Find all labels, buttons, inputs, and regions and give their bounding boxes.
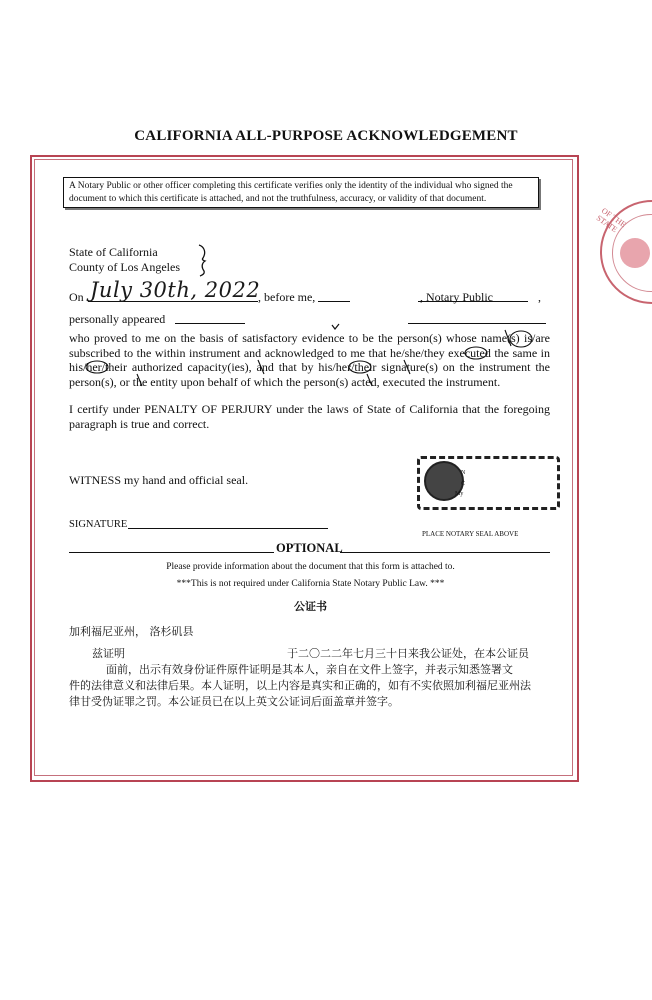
signature-line: [128, 515, 328, 529]
before-me-label: , before me,: [258, 290, 316, 304]
certify-paragraph: I certify under PENALTY OF PERJURY under the laws of State of California that the foregoing paragraph is true and correct.: [69, 402, 550, 431]
optional-heading: OPTIONAL: [276, 541, 343, 555]
state-label: State of California: [69, 245, 158, 259]
seal-mark-my: My: [455, 491, 464, 497]
pen-markings: [60, 320, 560, 395]
before-me-line: [318, 288, 350, 302]
disclaimer-box: A Notary Public or other officer completing this certificate verifies only the identity of the individual who signed the document to which this certificate is attached, and not the truthfulness, accuracy, or validity of that document.: [63, 177, 539, 208]
optional-line-left: [69, 539, 274, 553]
document-title: CALIFORNIA ALL-PURPOSE ACKNOWLEDGEMENT: [134, 128, 518, 144]
trailing-comma: ,: [538, 290, 541, 304]
chinese-line-3: 件的法律意义和法律后果。本人证明，以上内容是真实和正确的，如有不实依照加利福尼亚州法: [69, 679, 531, 692]
notary-public-label: , Notary Public: [420, 290, 493, 304]
chinese-line-2: 面前，出示有效身份证件原件证明是其本人，亲自在文件上签字，并表示知悉签署文: [106, 663, 513, 676]
chinese-heading: 公证书: [294, 600, 327, 613]
chinese-line-1: 于二〇二二年七月三十日来我公证处，在本公证员: [287, 647, 529, 660]
personally-appeared-label: personally appeared: [69, 312, 166, 326]
chinese-line-4: 律甘受伪证罪之罚。本公证员已在以上英文公证词后面盖章并签字。: [69, 695, 399, 708]
provide-info-text: Please provide information about the document that this form is attached to.: [166, 562, 455, 572]
venue-brace: [196, 243, 210, 277]
acknowledgement-paragraph: who proved to me on the basis of satisfactory evidence to be the person(s) whose name(s) is/are subscribed to the within instrument and acknowledged to me that he/she/they executed the same in his/her/their authorized capacity(ies), and that by his/her/their signature(s) on the instrument the person(s), or the entity upon behalf of which the person(s) acted, executed the instrument.: [69, 331, 550, 389]
chinese-venue: 加利福尼亚州， 洛杉矶县: [69, 625, 194, 638]
seal-mark-c: C: [461, 481, 466, 487]
optional-line-right: [340, 539, 550, 553]
handwritten-date: July 30th, 2022: [90, 278, 261, 302]
state-seal-text: OF THE STATE: [594, 206, 628, 235]
place-seal-label: PLACE NOTARY SEAL ABOVE: [422, 530, 519, 538]
witness-text: WITNESS my hand and official seal.: [69, 473, 249, 487]
signature-label: SIGNATURE: [69, 519, 128, 530]
county-label: County of Los Angeles: [69, 260, 180, 274]
seal-mark-n: N: [461, 470, 466, 476]
not-required-text: ***This is not required under California State Notary Public Law. ***: [176, 579, 445, 589]
chinese-certify-label: 兹证明: [92, 647, 125, 660]
on-label: On: [69, 290, 84, 304]
